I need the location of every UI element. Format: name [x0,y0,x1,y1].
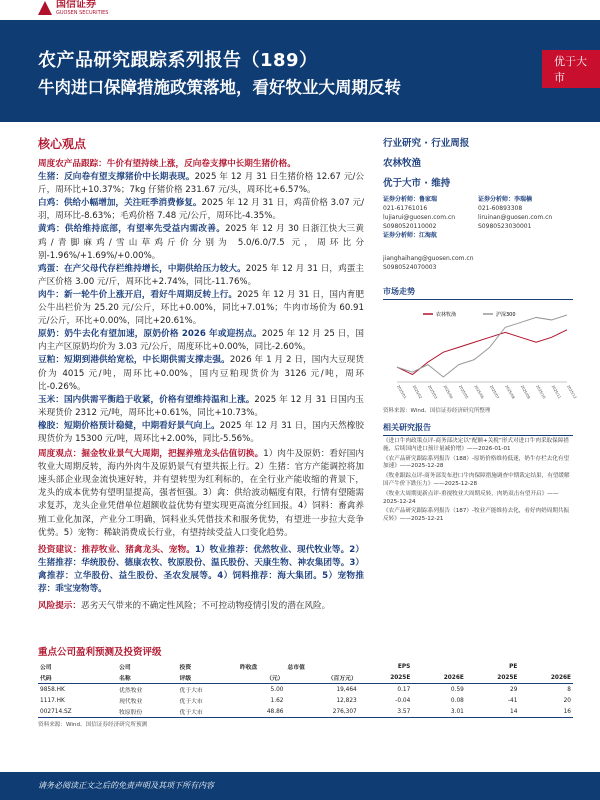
th: （元） [238,672,286,684]
table-title: 重点公司盈利预测及投资评级 [38,647,162,658]
core-paragraph [38,420,364,446]
analyst-2-phone: 021-60893308 [478,205,523,212]
th-top: 投资 [179,665,192,671]
th: 评级 [178,672,238,684]
core-paragraph [38,263,364,289]
market-trend-chart [383,304,578,404]
th-top: 公司 [40,665,52,671]
th: 2025E [466,672,520,684]
paragraph-text: 2025 年 12 月 31 日，国内育肥公牛出栏价为 25.20 元/公斤，环比+0.00%，同比+7.01%；牛肉市场价为 60.91 元/公斤，环比+0.00%，同比+20.61%。 [38,289,364,327]
x-tick-label: 2025/04 [442,384,454,400]
core-paragraph [38,223,364,262]
x-tick-label: 2025/05 [457,384,469,400]
cell: 0.59 [450,686,464,693]
cell: 1117.HK [40,697,65,704]
paragraph-key: 原奶：奶牛去化有望加速，原奶价格 2026 年或迎拐点。 [38,329,262,340]
analyst-3-cert: S0980524070003 [383,264,437,271]
industry-name: 农林牧渔 [383,158,422,169]
paragraph-key: 豆粕：短期到港供给宽松，中长期供需支撑走强。 [38,355,230,366]
analyst-2-email[interactable]: liruinan@guosen.com.cn [478,214,553,221]
th-top: 公司 [119,665,131,671]
core-paragraph [38,328,364,354]
cell: 19,464 [336,686,357,693]
risk-key: 风险提示： [38,601,81,612]
analyst-1-name: 证券分析师：鲁家瑞 [383,196,438,203]
x-tick-label: 2025/01 [396,384,408,400]
core-paragraph [38,158,364,171]
th-top: 昨收盘 [239,665,258,671]
logo-icon [38,1,52,15]
risk-text: 恶劣天气带来的不确定性风险；不可控动物疫情引发的潜在风险。 [80,601,331,612]
th-top [519,661,573,672]
cell: 0.17 [397,686,411,693]
table-header-row [38,672,573,684]
cell: 牧原股份 [117,706,177,718]
core-paragraph [38,171,364,197]
cell: 9858.HK [40,686,65,693]
x-tick-label: 2025/02 [411,384,423,400]
x-tick-label: 2025/09 [519,384,531,400]
cell: 5.00 [270,686,284,693]
paragraph-text: 2025 年 12 月 31 日，鸡蛋主产区价格 3.00 元/斤，周环比+2.74%，同比-11.76%。 [38,263,364,287]
cell: 276,307 [285,706,358,718]
summary-key: 周度观点：掘金牧业景气大周期，把握养殖龙头估值切换。 [38,449,264,460]
cell: 16 [519,706,573,718]
core-paragraph [38,394,364,420]
related-report-item[interactable]: 《牧业跟踪点评-商务部发布进口牛肉保障措施调查中期裁定结果，有望缓解国产牛价下跌压力》——2025-12-28 [383,473,570,487]
related-report-item[interactable]: 《农产品研究跟踪系列报告（188）-原奶价格维持低迷，奶牛存栏去化有望加速》——2025-12-28 [383,455,570,470]
analyst-1-cert: S0980520110002 [383,223,437,230]
cell: -41 [507,697,518,704]
th: 2026E [519,672,573,684]
logo-text-en: GUOSEN SECURITIES [56,10,109,16]
chart-source: 资料来源：Wind、国信证券经济研究所整理 [383,408,491,414]
logo [38,0,108,16]
report-title: 农产品研究跟踪系列报告（189） [38,50,318,71]
paragraph-text: 2025 年 12 月 31 日生猪价格 12.67 元/公斤，周环比+10.37%；7kg 仔猪价格 231.67 元/头，周环比+6.57%。 [38,172,364,196]
core-paragraphs [38,158,364,446]
cell: 20 [563,697,571,704]
cell: 优然牧业 [119,688,143,694]
related-report-item[interactable]: 《农产品研究跟踪系列报告（187）-牧业产能维持去化，看好肉奶周期共振反转》——2025-12-21 [383,508,570,523]
risk-paragraph [38,600,364,613]
summary-text: 1）肉牛及原奶：看好国内牧业大周期反转，海内外肉牛及原奶景气有望共振上行。2）生猪：官方产能调控将加速头部企业现金流快速好转，并有望转型为红利标的，在全行业产能收缩的背景下，龙头的成本优势有望明显提高，强者恒强。3）禽：供给波动幅度有限，行情有望随需求复苏，龙头企业凭借单位超额收益优势有望实现更高流分红回报。4）饲料：畜禽养殖工业化加深，产业分工明确，饲料业头凭借技术和服务优势，有望进一步拉大竞争优势。5）宠物：稀缺消费成长行业，有望持续受益人口变化趋势。 [38,449,364,538]
cell: 29 [510,686,518,693]
paragraph-key: 鸡蛋：在产父母代存栏维持增长，中期供给压力较大。 [38,263,246,274]
paragraph-key: 白鸡：供给小幅增加，关注旺季消费修复。 [38,198,202,209]
invest-key: 投资建议：推荐牧业、猪禽龙头、宠物。 [38,544,195,555]
cell: 12,823 [336,697,357,704]
x-tick-label: 2025/08 [504,384,516,400]
th-top [412,661,466,672]
cell: 优于大市 [179,688,203,694]
market-trend-heading: 市场走势 [383,286,573,300]
rating-badge: 优于大市 [542,50,600,88]
paragraph-text: 2026 年 1 月 2 日，国内大豆现货价为 4015 元/吨，周环比+0.00%，国内豆粕现货价为 3126 元/吨，周环比-0.26%。 [38,355,364,392]
cell: 3.01 [412,706,466,718]
related-report-item[interactable]: 《进口牛肉政策点评-商务部决定以“配额+关税”形式对进口牛肉采取保障措施，后续国内进口预计量减价增》——2026-01-01 [383,438,569,452]
cell: -0.04 [395,697,411,704]
paragraph-key: 橡胶：短期价格预计稳健，中期看好景气向上。 [38,420,220,431]
core-paragraph [38,289,364,328]
legend-label: 沪深300 [496,312,516,318]
analyst-3-contact [383,254,573,272]
th: （百万元） [285,672,358,684]
paragraph-text: 2025 年 12 月 30 日浙江快大三黄鸡/青脚麻鸡/雪山草鸡斤价分别为 5.0/6.0/7.5 元，周环比分别-1.96%/+1.69%/+0.00%。 [38,224,364,261]
th-top: 总市值 [287,665,305,671]
cell: 3.57 [359,706,413,718]
x-tick-label: 2025/03 [427,384,438,400]
paragraph-key: 周度农产品跟踪：牛价有望持续上涨，反向卷支撑中长期生猪价格。 [38,159,296,169]
core-paragraph [38,197,364,223]
table-row [38,684,573,696]
cell: 8 [567,686,571,693]
table-footnote: 资料来源：Wind、国信证券经济研究所预测 [38,722,148,728]
analyst-2 [478,195,573,240]
series-line-0 [397,330,567,375]
cell: 现代牧业 [119,699,143,705]
series-line-1 [397,315,567,377]
cell: 002714.SZ [38,706,117,718]
chart-svg [383,304,578,404]
th-top: EPS [397,663,411,670]
x-tick-label: 2025/06 [473,384,485,400]
analyst-1-email[interactable]: lujiarui@guosen.com.cn [383,214,456,221]
paragraph-text: 2025 年 12 月 31 日，国内天然橡胶现货价为 15300 元/吨，周环比+2.00%，同比-5.56%。 [38,420,364,444]
paragraph-key: 生猪：反向卷有望支撑猪价中长期表现。 [38,172,195,183]
analyst-3-name: 证券分析师：江海航 [383,232,438,239]
top-bar [0,0,600,20]
paragraph-key: 黄鸡：供给维持底部，有望率先受益内需改善。 [38,224,226,235]
disclaimer-text: 请务必阅读正文之后的免责声明及其项下所有内容 [38,781,214,790]
th: 2025E [359,672,413,684]
x-tick-label: 2025/10 [535,384,547,400]
x-tick-label: 2025/12 [566,384,578,400]
paragraph-text: 2025 年 12 月 31 日，鸡苗价格 3.07 元/羽，周环比-8.63%；毛鸡价格 7.48 元/公斤，周环比-4.35%。 [38,198,364,222]
title-banner [0,20,600,122]
analyst-1 [383,195,478,240]
analyst-2-name: 证券分析师：李瑞楠 [478,196,533,203]
paragraph-key: 玉米：国内供需平衡趋于收紧，价格有望维持温和上涨。 [38,394,255,405]
analyst-1-phone: 021-61761016 [383,205,428,212]
paragraph-key: 肉牛：新一轮牛价上涨开启，看好牛周期反转上行。 [38,289,238,300]
table-row [38,695,573,706]
core-heading: 核心观点 [38,137,87,151]
legend-label: 农林牧渔 [436,312,457,318]
summary-paragraph [38,448,364,540]
core-paragraph [38,354,364,393]
th: 2026E [412,672,466,684]
related-report-item[interactable]: 《牧业大周期更新点评-重视牧业大周期反转，肉奶双击有望开启》——2025-12-24 [383,490,559,505]
cell: 14 [466,706,520,718]
cell: 优于大市 [178,706,238,718]
cell: 优于大市 [179,699,203,705]
cell: 48.86 [238,706,286,718]
analyst-2-cert: S0980523030001 [478,223,532,230]
report-subtitle: 牛肉进口保障措施政策落地，看好牧业大周期反转 [38,78,401,97]
analyst-3-email[interactable]: jianghaihang@guosen.com.cn [383,255,474,262]
cell: 0.08 [450,697,464,704]
related-reports [383,422,573,524]
footer-bar [0,772,600,800]
analyst-block [383,195,573,240]
invest-paragraph [38,544,364,596]
logo-text-cn: 国信证券 [56,0,96,10]
table-row [38,706,573,718]
sidebar [383,135,578,524]
invest-text: 1）牧业推荐：优然牧业、现代牧业等。2）生猪推荐：华统股份、德康农牧、牧原股份、温氏股份、天康生物、神农集团等。3）禽推荐：立华股份、益生股份、圣农发展等。4）饲料推荐：海大集团。5）宠物推荐：乖宝宠物等。 [38,544,364,594]
table-header-row-top [38,661,573,672]
forecast-table [38,661,573,718]
th: 名称 [117,672,177,684]
th-top: PE [509,663,518,670]
paragraph-text: 2025 年 12 月 25 日，国内主产区原奶均价为 3.03 元/公斤，周度环比+0.00%，同比-2.60%。 [38,329,364,353]
x-tick-label: 2025/07 [488,384,500,400]
cell: 1.62 [270,697,284,704]
paragraph-text: 2025 年 12 月 31 日国内玉米现货价 2312 元/吨，周环比+0.61%，同比+10.73%。 [38,394,364,418]
related-heading: 相关研究报告 [383,422,573,436]
th: 代码 [38,672,117,684]
forecast-section [38,644,573,728]
x-tick-label: 2025/11 [550,384,562,400]
report-type: 行业研究 · 行业周报 [383,138,470,149]
core-viewpoints [38,135,364,613]
industry-rating: 优于大市 · 维持 [383,178,451,189]
